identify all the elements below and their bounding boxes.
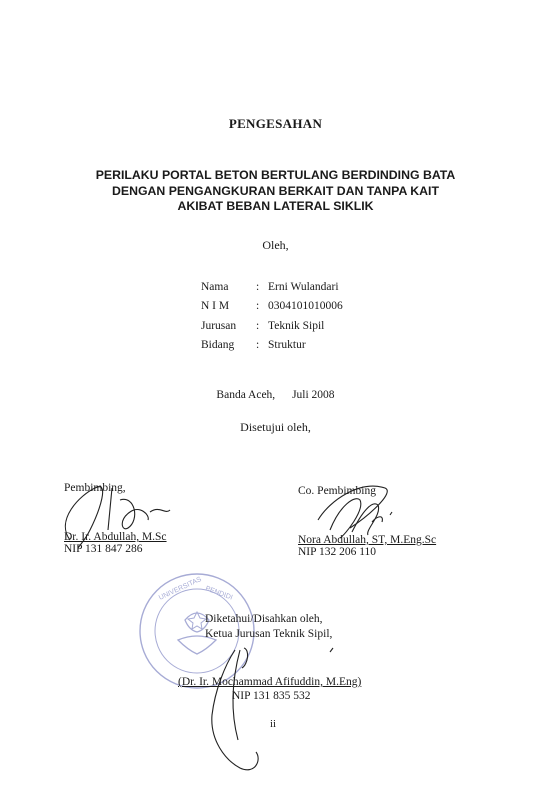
info-sep: :	[256, 319, 260, 332]
place: Banda Aceh,	[216, 389, 276, 401]
title-line: AKIBAT BEBAN LATERAL SIKLIK	[177, 199, 374, 213]
head-signature	[212, 648, 333, 770]
supervisor-nip: NIP 131 847 286	[64, 543, 143, 555]
svg-text:PENDIDI: PENDIDI	[204, 585, 234, 602]
info-label: N I M	[201, 300, 230, 313]
info-value: Teknik Sipil	[268, 319, 325, 332]
supervisor-name: Dr. Ir. Abdullah, M.Sc	[64, 531, 167, 543]
supervisor-role: Pembimbing,	[64, 482, 126, 494]
co-supervisor-name: Nora Abdullah, ST, M.Eng.Sc	[298, 534, 437, 546]
info-label: Bidang	[201, 339, 235, 352]
info-label: Nama	[201, 280, 229, 293]
info-value: 0304101010006	[268, 300, 343, 313]
info-label: Jurusan	[201, 319, 237, 332]
date: Juli 2008	[292, 389, 335, 401]
head-name: (Dr. Ir. Mochammad Afifuddin, M.Eng)	[178, 676, 362, 688]
info-sep: :	[256, 339, 260, 352]
info-sep: :	[256, 300, 260, 313]
title-line: DENGAN PENGANGKURAN BERKAIT DAN TANPA KAIT	[111, 183, 439, 198]
co-supervisor-role: Co. Pembimbing	[298, 485, 376, 497]
head-line1: Diketahui/Disahkan oleh,	[205, 613, 323, 625]
svg-text:UNIVERSITAS: UNIVERSITAS	[157, 575, 203, 602]
co-supervisor-nip: NIP 132 206 110	[298, 546, 377, 558]
info-sep: :	[256, 280, 260, 293]
head-of-department-block	[205, 612, 332, 641]
approved-by: Disetujui oleh,	[240, 420, 311, 434]
info-value: Struktur	[268, 339, 306, 352]
page-heading: PENGESAHAN	[228, 116, 323, 131]
info-value: Erni Wulandari	[268, 280, 339, 293]
page-number: ii	[270, 718, 277, 730]
head-nip: NIP 131 835 532	[232, 690, 311, 702]
supervisor-block	[64, 482, 167, 555]
head-line2: Ketua Jurusan Teknik Sipil,	[205, 627, 333, 640]
co-supervisor-block	[298, 485, 436, 558]
by-label: Oleh,	[262, 238, 289, 252]
title-line: PERILAKU PORTAL BETON BERTULANG BERDINDING BATA	[95, 168, 456, 182]
